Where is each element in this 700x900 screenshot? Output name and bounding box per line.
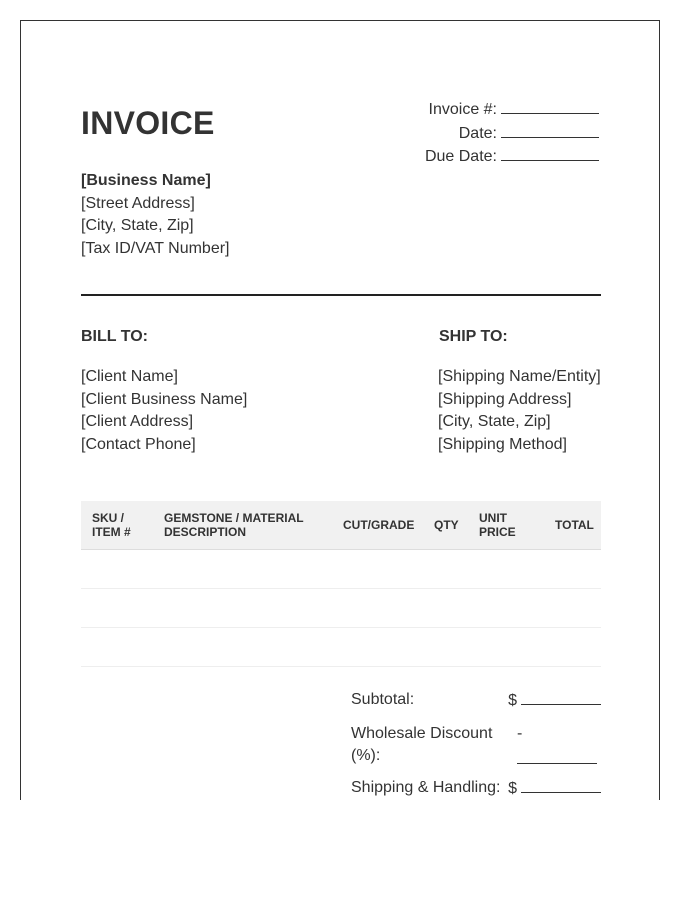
bill-to-line: [Client Address]	[81, 413, 194, 430]
col-description-header-line: DESCRIPTION	[164, 525, 247, 539]
col-qty-header: QTY	[434, 518, 459, 532]
shipping-currency: $	[508, 779, 517, 797]
discount-row	[351, 723, 601, 768]
business-tax-id: [Tax ID/VAT Number]	[81, 239, 230, 257]
subtotal-row	[351, 689, 601, 713]
business-city: [City, State, Zip]	[81, 217, 194, 234]
col-cut-header: CUT/GRADE	[343, 518, 415, 532]
line-items-header	[81, 501, 601, 550]
business-street: [Street Address]	[81, 194, 195, 212]
col-sku-header-line: SKU /	[92, 511, 125, 525]
ship-to-heading: SHIP TO:	[439, 328, 508, 345]
ship-to-line: [City, State, Zip]	[438, 413, 551, 430]
discount-prefix: -	[517, 724, 523, 742]
invoice-date-field[interactable]	[501, 122, 599, 138]
shipping-field[interactable]	[521, 777, 601, 793]
invoice-page	[20, 20, 660, 800]
ship-to-line: [Shipping Method]	[438, 435, 567, 453]
discount-label: Wholesale Discount (%):	[351, 724, 493, 764]
discount-value	[517, 723, 601, 765]
business-name: [Business Name]	[81, 172, 211, 189]
business-info	[81, 170, 229, 260]
ship-to-line: [Shipping Name/Entity]	[438, 368, 601, 385]
ship-to-address	[438, 366, 601, 456]
col-description-header	[153, 511, 328, 539]
subtotal-currency: $	[508, 692, 517, 709]
due-date-label: Due Date:	[424, 148, 497, 165]
subtotal-label: Subtotal:	[351, 691, 415, 708]
invoice-number-field[interactable]	[501, 98, 599, 114]
shipping-value	[508, 777, 601, 801]
invoice-meta	[339, 98, 599, 169]
bill-to-line: [Client Business Name]	[81, 390, 248, 408]
bill-to-line: [Contact Phone]	[81, 435, 196, 453]
totals-block	[351, 689, 601, 800]
col-unit-price-header	[463, 511, 531, 539]
col-sku-header	[81, 511, 153, 539]
col-unit-price-header-line: PRICE	[479, 525, 516, 539]
header-divider	[81, 294, 601, 296]
ship-to-line: [Shipping Address]	[438, 390, 572, 408]
subtotal-value	[508, 689, 601, 713]
col-unit-price-header-line: UNIT	[479, 511, 507, 525]
invoice-date-row	[339, 122, 599, 146]
col-description-header-line: GEMSTONE / MATERIAL	[164, 511, 304, 525]
shipping-row	[351, 777, 601, 801]
table-row[interactable]	[81, 550, 601, 589]
bill-to-heading: BILL TO:	[81, 328, 148, 345]
invoice-number-label: Invoice #:	[428, 101, 497, 118]
line-items-table	[81, 501, 601, 667]
table-row[interactable]	[81, 628, 601, 667]
invoice-date-label: Date:	[458, 124, 497, 142]
invoice-title: INVOICE	[81, 105, 215, 141]
shipping-label: Shipping & Handling:	[351, 778, 501, 796]
discount-field[interactable]	[517, 747, 597, 764]
table-row[interactable]	[81, 589, 601, 628]
due-date-row	[339, 145, 599, 169]
col-sku-header-line: ITEM #	[92, 525, 131, 539]
bill-to-address	[81, 366, 247, 456]
subtotal-field[interactable]	[521, 689, 601, 705]
invoice-number-row	[339, 98, 599, 122]
bill-to-line: [Client Name]	[81, 368, 178, 385]
col-total-header: TOTAL	[555, 518, 594, 532]
due-date-field[interactable]	[501, 145, 599, 161]
